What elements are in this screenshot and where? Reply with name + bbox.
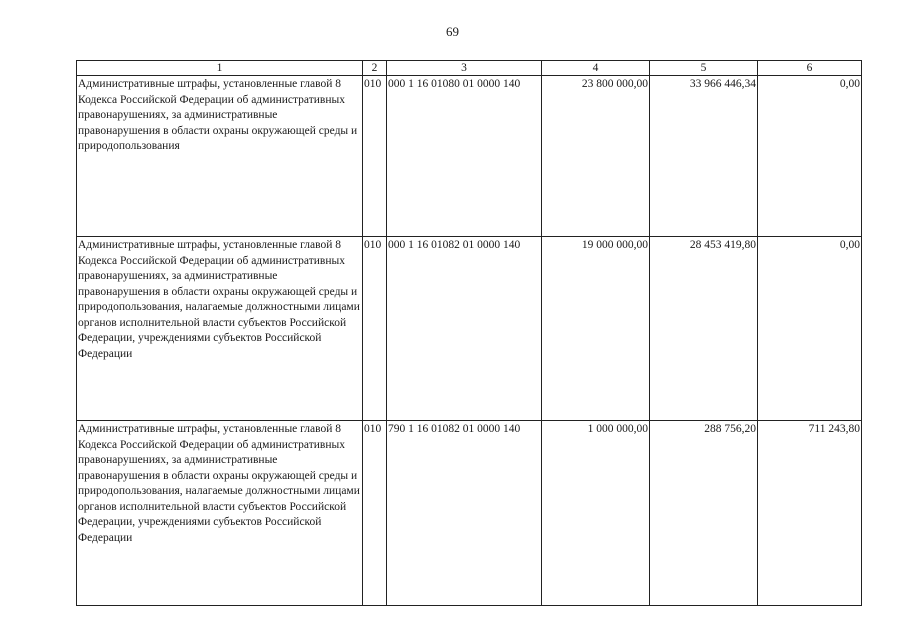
- row-col5-value: 288 756,20: [650, 421, 758, 606]
- row-col4-value: 23 800 000,00: [542, 76, 650, 237]
- table-row: [77, 76, 862, 237]
- row-col5-value: 33 966 446,34: [650, 76, 758, 237]
- header-col-5: 5: [650, 61, 758, 76]
- row-admin-code: 010: [363, 76, 387, 237]
- row-kbk-code: 000 1 16 01080 01 0000 140: [387, 76, 542, 237]
- header-col-4: 4: [542, 61, 650, 76]
- header-col-3: 3: [387, 61, 542, 76]
- header-col-1: 1: [77, 61, 363, 76]
- row-admin-code: 010: [363, 421, 387, 606]
- row-col4-value: 1 000 000,00: [542, 421, 650, 606]
- row-description: Административные штрафы, установленные главой 8 Кодекса Российской Федерации об административных правонарушениях, за административные правонарушения в области охраны окружающей среды и природопользования: [77, 76, 363, 237]
- table-row: [77, 421, 862, 606]
- row-kbk-code: 790 1 16 01082 01 0000 140: [387, 421, 542, 606]
- table-row: [77, 237, 862, 421]
- header-col-2: 2: [363, 61, 387, 76]
- row-col5-value: 28 453 419,80: [650, 237, 758, 421]
- row-description: Административные штрафы, установленные главой 8 Кодекса Российской Федерации об административных правонарушениях, за административные правонарушения в области охраны окружающей среды и природопользования, налагаемые должностными лицами органов исполнительной власти субъектов Российской Федерации, учреждениями субъектов Российской Федерации: [77, 237, 363, 421]
- budget-revenue-table: [76, 60, 862, 606]
- row-kbk-code: 000 1 16 01082 01 0000 140: [387, 237, 542, 421]
- header-row: [77, 61, 862, 76]
- row-col6-value: 0,00: [758, 76, 862, 237]
- row-col6-value: 0,00: [758, 237, 862, 421]
- page-number: 69: [446, 24, 459, 39]
- row-col4-value: 19 000 000,00: [542, 237, 650, 421]
- row-col6-value: 711 243,80: [758, 421, 862, 606]
- row-description: Административные штрафы, установленные главой 8 Кодекса Российской Федерации об административных правонарушениях, за административные правонарушения в области охраны окружающей среды и природопользования, налагаемые должностными лицами органов исполнительной власти субъектов Российской Федерации, учреждениями субъектов Российской Федерации: [77, 421, 363, 606]
- header-col-6: 6: [758, 61, 862, 76]
- row-admin-code: 010: [363, 237, 387, 421]
